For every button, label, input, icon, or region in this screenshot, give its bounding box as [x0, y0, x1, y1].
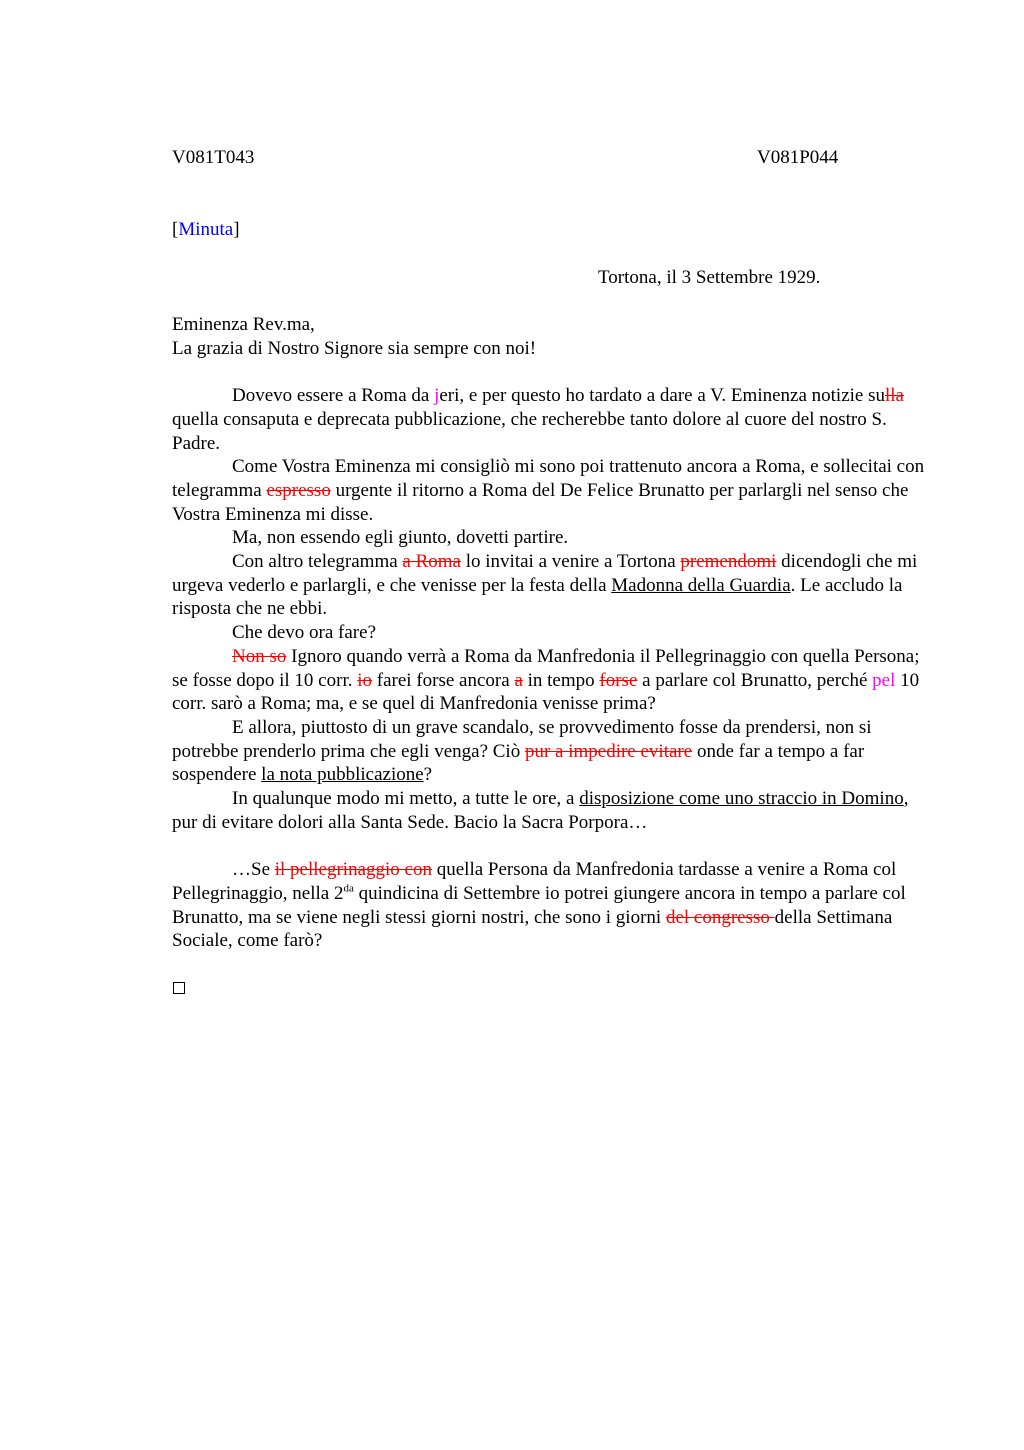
text-run: Ignoro quando verrà a Roma da Manfredonia il Pellegrinaggio con quella Persona; se fosse dopo il 10 corr.	[172, 645, 920, 691]
paragraph-1	[172, 384, 932, 455]
insertion: pel	[872, 669, 896, 691]
text-run: dicendogli che mi urgeva vederlo e parlargli, e che venisse per la festa della	[172, 551, 918, 596]
paragraph-3	[172, 526, 932, 550]
end-box-icon	[173, 982, 185, 994]
label-close-bracket: ]	[233, 219, 240, 240]
text-run: Come Vostra Eminenza mi consigliò mi sono poi trattenuto ancora a Roma, e sollecitai con telegramma	[172, 456, 925, 501]
text-run: quella Persona da Manfredonia tardasse a venire a Roma col Pellegrinaggio, nella 2	[172, 859, 897, 904]
spacer	[172, 834, 932, 858]
right-code: V081P044	[757, 147, 839, 168]
salutation-line-2: La grazia di Nostro Signore sia sempre con noi!	[172, 337, 537, 359]
deletion: il pellegrinaggio con	[274, 859, 432, 881]
letter-body	[172, 313, 932, 953]
text-run: a parlare col Brunatto, perché	[637, 669, 873, 691]
text-run: Dovevo essere a Roma da	[232, 385, 435, 407]
deletion: io	[357, 669, 373, 691]
deletion: lla	[885, 385, 904, 407]
text-run: . Le accludo la risposta che ne ebbi.	[172, 574, 903, 620]
spacer	[172, 360, 932, 384]
text-run: onde far a tempo a far sospendere	[172, 740, 865, 786]
insertion: j	[434, 385, 440, 407]
text-run: Che devo ora fare?	[232, 622, 377, 644]
text-run: In qualunque modo mi metto, a tutte le ore, a	[232, 788, 580, 810]
paragraph-6	[172, 645, 932, 716]
paragraph-2	[172, 455, 932, 526]
deletion: a Roma	[402, 551, 461, 573]
text-run: 10 corr. sarò a Roma; ma, e se quel di Manfredonia venisse prima?	[172, 669, 920, 715]
text-run: …Se	[232, 859, 275, 881]
text-run: eri, e per questo ho tardato a dare a V. Eminenza notizie su	[439, 385, 885, 407]
label-text: Minuta	[178, 219, 234, 240]
superscript: da	[343, 882, 354, 895]
deletion: premendomi	[680, 551, 777, 573]
deletion: Non so	[232, 645, 287, 667]
underlined-text: la nota pubblicazione	[261, 764, 424, 786]
minuta-label	[172, 218, 240, 242]
deletion: espresso	[266, 479, 331, 501]
text-run: quella consaputa e deprecata pubblicazione, che recherebbe tanto dolore al cuore del nostro S. Padre.	[172, 408, 887, 454]
text-run: urgente il ritorno a Roma del De Felice Brunatto per parlargli nel senso che Vostra Eminenza mi disse.	[172, 479, 909, 525]
label-open-bracket: [	[172, 219, 179, 240]
text-run: ?	[423, 764, 433, 786]
text-run: in tempo	[522, 669, 600, 691]
deletion: del congresso	[665, 906, 775, 928]
text-run: quindicina di Settembre io potrei giungere ancora in tempo a parlare col Brunatto, ma se viene negli stessi giorni nostri, che sono i giorni	[172, 882, 906, 928]
paragraph-5	[172, 621, 932, 645]
deletion: a	[514, 669, 523, 691]
text-run: della Settimana Sociale, come farò?	[172, 906, 893, 952]
text-run: , pur di evitare dolori alla Santa Sede. Bacio la Sacra Porpora…	[172, 788, 909, 833]
left-code: V081T043	[172, 147, 255, 168]
paragraph-9	[172, 858, 932, 953]
text-run: E allora, piuttosto di un grave scandalo, se provvedimento fosse da prendersi, non si potrebbe prenderlo prima che egli venga? Ciò	[172, 716, 872, 762]
deletion: forse	[599, 669, 638, 691]
salutation-line-1: Eminenza Rev.ma,	[172, 314, 315, 335]
text-run: Con altro telegramma	[232, 551, 403, 573]
text-run: farei forse ancora	[372, 669, 515, 691]
underlined-text: Madonna della Guardia	[611, 574, 791, 596]
deletion: pur a impedire evitare	[524, 740, 693, 762]
text-run: Ma, non essendo egli giunto, dovetti partire.	[232, 527, 569, 549]
paragraph-4	[172, 550, 932, 621]
paragraph-8	[172, 787, 932, 834]
underlined-text: disposizione come uno straccio in Domino	[579, 788, 904, 810]
text-run: lo invitai a venire a Tortona	[461, 551, 681, 573]
dateline: Tortona, il 3 Settembre 1929.	[598, 267, 821, 288]
paragraph-7	[172, 716, 932, 787]
